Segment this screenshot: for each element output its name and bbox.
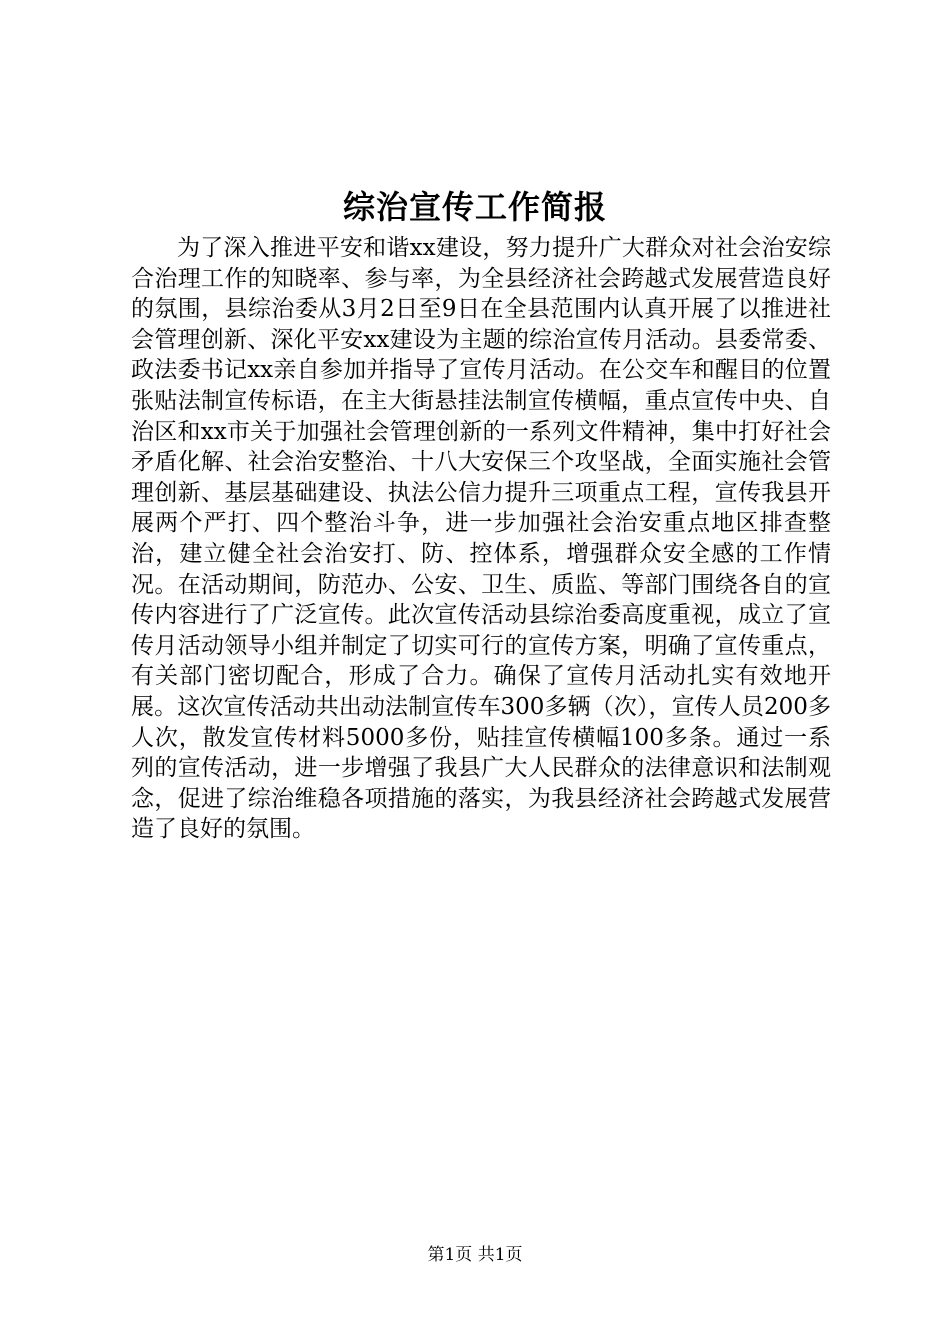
- document-title: 综治宣传工作简报: [342, 188, 607, 226]
- body-paragraph: 为了深入推进平安和谐xx建设，努力提升广大群众对社会治安综合治理工作的知晓率、参与率，为全县经济社会跨越式发展营造良好的氛围，县综治委从3月2日至9日在全县范围内认真开展了以推进社会管理创新、深化平安xx建设为主题的综治宣传月活动。县委常委、政法委书记xx亲自参加并指导了宣传月活动。在公交车和醒目的位置张贴法制宣传标语，在主大街悬挂法制宣传横幅，重点宣传中央、自治区和xx市关于加强社会管理创新的一系列文件精神，集中打好社会矛盾化解、社会治安整治、十八大安保三个攻坚战，全面实施社会管理创新、基层基础建设、执法公信力提升三项重点工程，宣传我县开展两个严打、四个整治斗争，进一步加强社会治安重点地区排查整治，建立健全社会治安打、防、控体系，增强群众安全感的工作情况。在活动期间，防范办、公安、卫生、质监、等部门围绕各自的宣传内容进行了广泛宣传。此次宣传活动县综治委高度重视，成立了宣传月活动领导小组并制定了切实可行的宣传方案，明确了宣传重点，有关部门密切配合，形成了合力。确保了宣传月活动扎实有效地开展。这次宣传活动共出动法制宣传车300多辆（次），宣传人员200多人次，散发宣传材料5000多份，贴挂宣传横幅100多条。通过一系列的宣传活动，进一步增强了我县广大人民群众的法律意识和法制观念，促进了综治维稳各项措施的落实，为我县经济社会跨越式发展营造了良好的氛围。: [131, 235, 831, 843]
- page-footer: 第1页 共1页: [427, 1245, 523, 1265]
